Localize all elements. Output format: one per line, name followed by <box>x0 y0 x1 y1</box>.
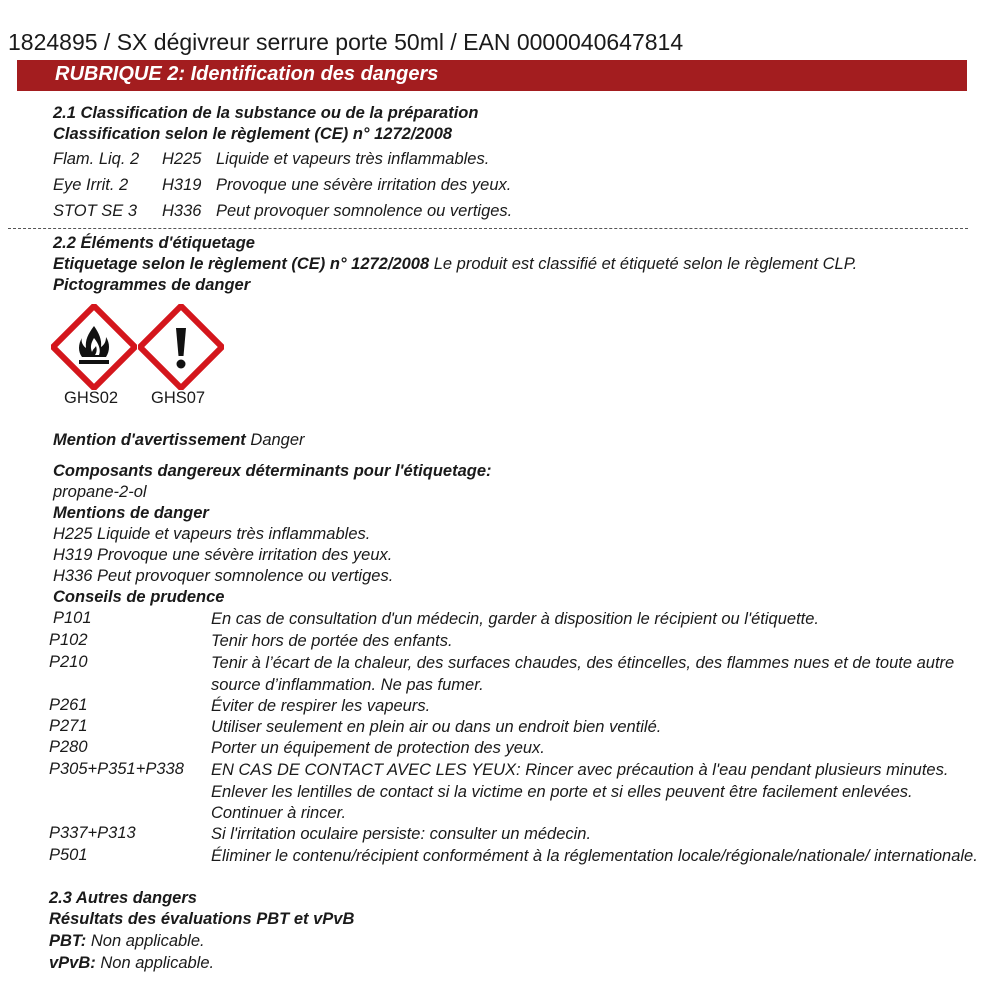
classification-text: Liquide et vapeurs très inflammables. <box>216 150 490 168</box>
pictograms-heading: Pictogrammes de danger <box>53 276 251 294</box>
labelling-text: Le produit est classifié et étiqueté selon le règlement CLP. <box>429 255 858 273</box>
pbt-line <box>49 932 205 951</box>
precaution-text: Utiliser seulement en plein air ou dans un endroit bien ventilé. <box>211 718 662 736</box>
components-heading: Composants dangereux déterminants pour l'étiquetage: <box>53 462 492 480</box>
precaution-text: Éliminer le contenu/récipient conformément à la réglementation locale/régionale/nationale/ internationale. <box>211 847 978 865</box>
precaution-code: P271 <box>49 717 88 735</box>
vpvb-label: vPvB: <box>49 954 96 972</box>
section-2-1-subheading: Classification selon le règlement (CE) n° 1272/2008 <box>53 125 453 143</box>
section-2-2-heading: 2.2 Éléments d'étiquetage <box>53 234 255 252</box>
precaution-text: Si l'irritation oculaire persiste: consulter un médecin. <box>211 825 592 843</box>
section-banner <box>17 60 967 91</box>
component-name: propane-2-ol <box>53 483 147 501</box>
signal-word-value: Danger <box>245 431 305 449</box>
classification-text: Peut provoquer somnolence ou vertiges. <box>216 202 513 220</box>
hazard-statements-heading: Mentions de danger <box>53 504 209 522</box>
precaution-text: Tenir à l’écart de la chaleur, des surfaces chaudes, des étincelles, des flammes nues et de toute autre source d’inflammation. Ne pas fumer. <box>211 654 955 694</box>
precaution-text: En cas de consultation d'un médecin, garder à disposition le récipient ou l'étiquette. <box>211 610 820 628</box>
classification-category: STOT SE 3 <box>53 202 138 220</box>
precaution-text: Éviter de respirer les vapeurs. <box>211 697 431 715</box>
section-banner-title: RUBRIQUE 2: Identification des dangers <box>55 63 439 85</box>
classification-code: H319 <box>162 176 202 194</box>
precautions-heading: Conseils de prudence <box>53 588 225 606</box>
hazard-statement: H336 Peut provoquer somnolence ou vertiges. <box>53 567 394 585</box>
precaution-code: P337+P313 <box>49 824 136 842</box>
hazard-statement: H225 Liquide et vapeurs très inflammables. <box>53 525 371 543</box>
precaution-text: EN CAS DE CONTACT AVEC LES YEUX: Rincer avec précaution à l'eau pendant plusieurs minutes. Enlever les lentilles de contact si la victime en porte et si elles peuvent être facilement enlevées. Continuer à rincer. <box>211 761 949 822</box>
precaution-code: P501 <box>49 846 88 864</box>
vpvb-line <box>49 954 214 973</box>
precaution-code: P280 <box>49 738 88 756</box>
signal-word-line <box>53 431 305 450</box>
precaution-code: P210 <box>49 653 88 671</box>
vpvb-value: Non applicable. <box>95 954 215 972</box>
pbt-value: Non applicable. <box>86 932 205 950</box>
precaution-text: Porter un équipement de protection des yeux. <box>211 739 545 757</box>
classification-text: Provoque une sévère irritation des yeux. <box>216 176 512 194</box>
signal-word-label: Mention d'avertissement <box>53 431 246 449</box>
classification-code: H225 <box>162 150 202 168</box>
section-divider <box>8 228 968 229</box>
classification-category: Flam. Liq. 2 <box>53 150 140 168</box>
section-2-3-subheading: Résultats des évaluations PBT et vPvB <box>49 910 355 928</box>
pictogram-label: GHS07 <box>151 389 206 407</box>
section-2-1-heading: 2.1 Classification de la substance ou de la préparation <box>53 104 479 122</box>
section-2-3-heading: 2.3 Autres dangers <box>49 889 197 907</box>
flame-icon <box>51 304 137 390</box>
exclamation-icon <box>138 304 224 390</box>
precaution-code: P102 <box>49 631 88 649</box>
pictogram-label: GHS02 <box>64 389 119 407</box>
classification-code: H336 <box>162 202 202 220</box>
labelling-label: Etiquetage selon le règlement (CE) n° 1272/2008 <box>53 255 430 273</box>
precaution-code: P305+P351+P338 <box>49 760 184 778</box>
pbt-label: PBT: <box>49 932 87 950</box>
precaution-code: P101 <box>53 609 92 627</box>
precaution-code: P261 <box>49 696 88 714</box>
classification-category: Eye Irrit. 2 <box>53 176 129 194</box>
document-title: 1824895 / SX dégivreur serrure porte 50ml / EAN 0000040647814 <box>8 29 684 55</box>
precaution-text: Tenir hors de portée des enfants. <box>211 632 453 650</box>
hazard-statement: H319 Provoque une sévère irritation des yeux. <box>53 546 393 564</box>
labelling-line <box>53 255 857 274</box>
